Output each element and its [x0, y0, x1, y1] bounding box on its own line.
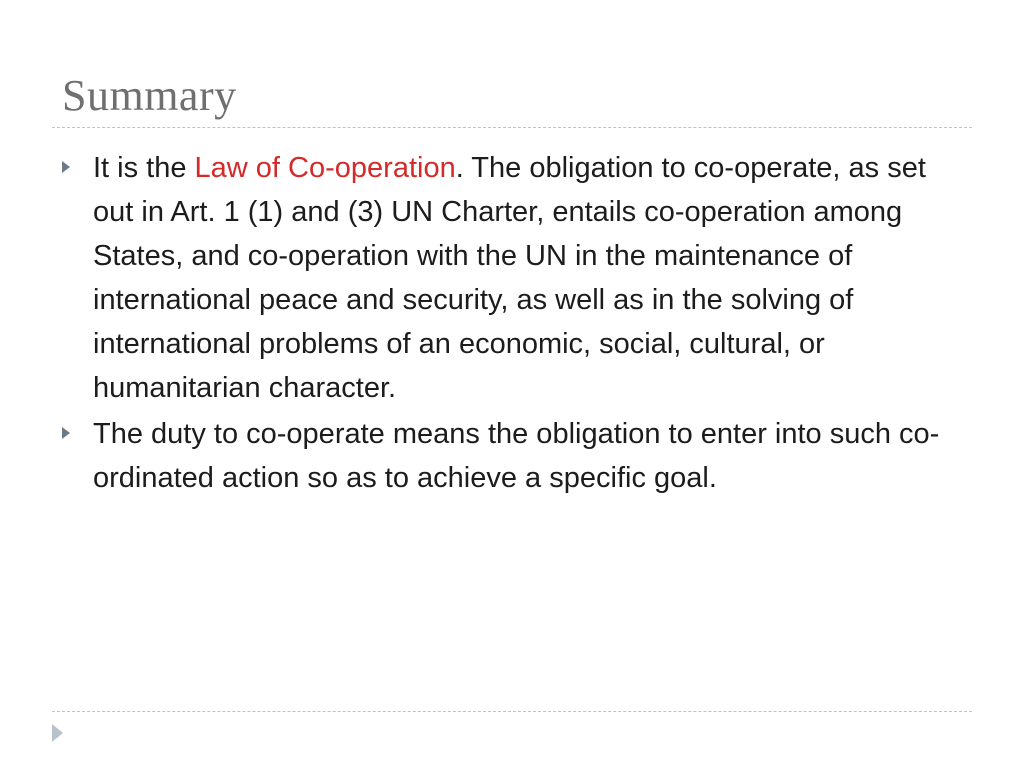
bullet-item-duty-to-cooperate: [60, 412, 970, 500]
title-divider: [52, 127, 972, 128]
bullet-list: [60, 146, 970, 502]
bullet-text-rest: . The obligation to co-operate, as set out in Art. 1 (1) and (3) UN Charter, entails co-operation among States, and co-operation with the UN in the maintenance of international peace and security, as well as in the solving of international problems of an economic, social, cultural, or humanitarian character.: [93, 152, 926, 404]
bullet-text: The duty to co-operate means the obligation to enter into such co-ordinated action so as to achieve a specific goal.: [93, 418, 940, 494]
highlight-law-of-cooperation: Law of Co-operation: [194, 152, 456, 184]
play-arrow-icon[interactable]: [52, 724, 63, 742]
bullet-item-law-of-cooperation: [60, 146, 970, 410]
slide-title: Summary: [62, 71, 237, 120]
bullet-triangle-icon: [62, 161, 70, 173]
footer-divider: [52, 711, 972, 712]
bullet-text-lead: It is the: [93, 152, 195, 184]
bullet-triangle-icon: [62, 427, 70, 439]
